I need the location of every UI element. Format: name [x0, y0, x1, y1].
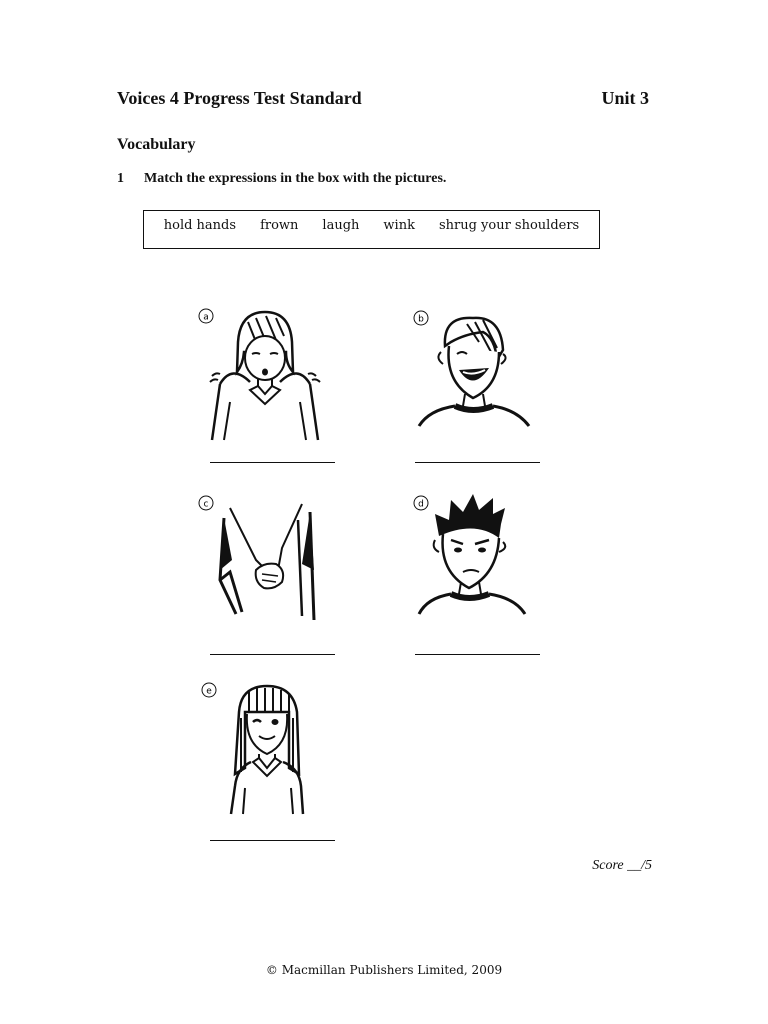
- picture-letter: b: [418, 314, 424, 325]
- answer-line-c[interactable]: [210, 654, 335, 655]
- picture-d: [405, 490, 545, 630]
- picture-letter: a: [203, 312, 209, 323]
- score-label: Score __/5: [592, 858, 652, 873]
- picture-letter: e: [206, 686, 212, 697]
- picture-e: [195, 678, 335, 818]
- word-box-item: shrug your shoulders: [438, 218, 580, 233]
- section-heading: Vocabulary: [117, 136, 196, 153]
- boy-frowning-icon: [405, 490, 545, 630]
- unit-label: Unit 3: [601, 88, 649, 108]
- holding-hands-icon: [190, 490, 330, 630]
- picture-letter: c: [203, 499, 209, 510]
- girl-winking-icon: [195, 678, 335, 818]
- boy-laughing-icon: [405, 302, 545, 442]
- word-box-item: laugh: [322, 218, 360, 233]
- answer-line-e[interactable]: [210, 840, 335, 841]
- answer-line-a[interactable]: [210, 462, 335, 463]
- picture-c: [190, 490, 330, 630]
- girl-shrugging-icon: [190, 302, 330, 442]
- word-box-item: hold hands: [163, 218, 237, 233]
- picture-b: [405, 302, 545, 442]
- question-instruction: Match the expressions in the box with the pictures.: [144, 171, 447, 186]
- answer-line-b[interactable]: [415, 462, 540, 463]
- picture-a: [190, 302, 330, 442]
- word-box-item: wink: [383, 218, 415, 233]
- word-box-item: frown: [260, 218, 299, 233]
- picture-letter: d: [418, 499, 424, 510]
- word-box: [143, 210, 600, 249]
- answer-line-d[interactable]: [415, 654, 540, 655]
- page-title: Voices 4 Progress Test Standard: [117, 88, 362, 108]
- question-number: 1: [117, 171, 124, 186]
- copyright-footer: © Macmillan Publishers Limited, 2009: [265, 963, 503, 977]
